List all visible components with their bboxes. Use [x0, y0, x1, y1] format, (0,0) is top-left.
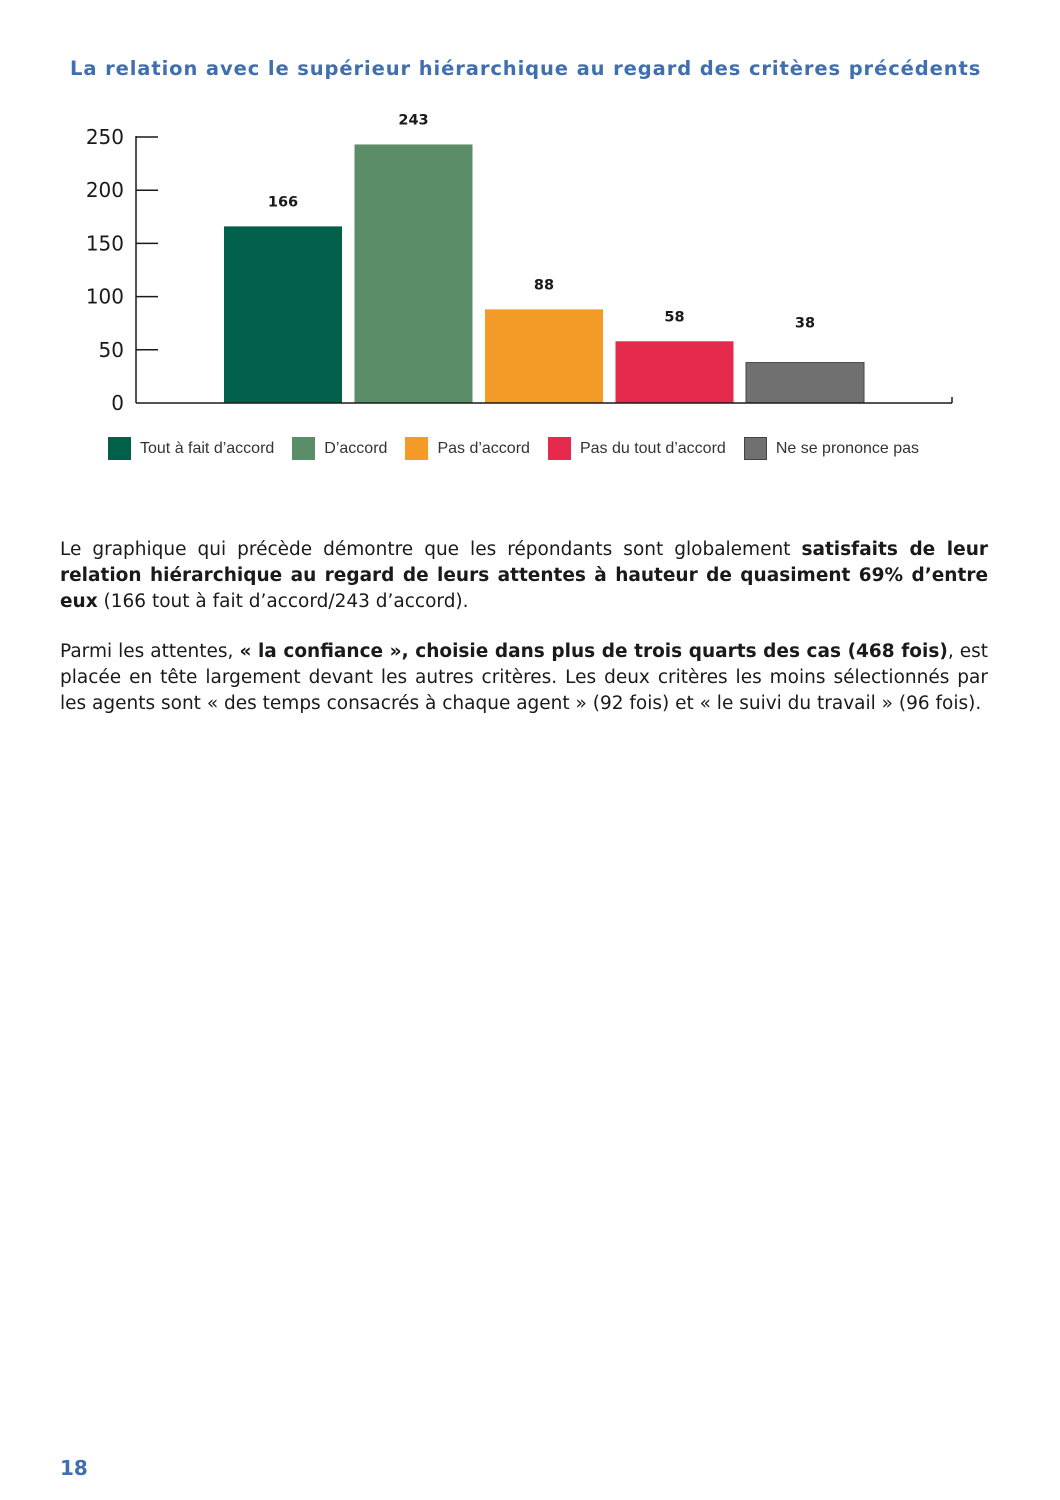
bar	[485, 309, 603, 403]
bar-chart	[0, 100, 1060, 420]
paragraph-1-text-bold: satisfaits de leur relation hiérarchique au regard de leurs attentes à hauteur de quasiment 69% d’entre eux	[60, 539, 988, 612]
bar-value-label: 243	[398, 112, 429, 129]
legend-swatch	[405, 437, 428, 460]
bar-value-label: 166	[267, 194, 299, 211]
bar	[746, 363, 864, 403]
bar-value-label: 88	[533, 277, 555, 294]
y-tick-label: 0	[111, 391, 124, 415]
paragraph-1-text-a: Le graphique qui précède démontre que les répondants sont globalement	[60, 539, 802, 560]
legend-item	[548, 437, 726, 460]
paragraph-2-text-bold: « la confiance », choisie dans plus de trois quarts des cas (468 fois)	[239, 641, 948, 662]
y-axis	[86, 125, 158, 415]
legend-swatch	[548, 437, 571, 460]
chart-legend	[108, 437, 919, 460]
analysis-paragraph-2	[60, 639, 988, 717]
y-tick-label: 50	[98, 337, 124, 362]
legend-label: Pas d’accord	[437, 439, 530, 457]
bar	[224, 226, 342, 403]
bars	[224, 112, 864, 403]
chart-title: La relation avec le supérieur hiérarchique au regard des critères précédents	[70, 57, 982, 80]
legend-label: D’accord	[324, 439, 388, 457]
y-tick-label: 200	[85, 178, 124, 203]
legend-item	[405, 437, 530, 460]
legend-label: Tout à fait d’accord	[140, 439, 275, 457]
paragraph-1-text-c: (166 tout à fait d’accord/243 d’accord).	[97, 591, 469, 612]
legend-label: Ne se prononce pas	[775, 439, 920, 457]
legend-swatch	[292, 437, 315, 460]
legend-swatch	[108, 437, 131, 460]
y-tick-label: 250	[85, 125, 124, 149]
bar	[616, 341, 734, 403]
analysis-paragraph-1	[60, 537, 988, 615]
bar-value-label: 58	[664, 309, 685, 326]
y-tick-label: 150	[85, 231, 124, 256]
legend-item	[744, 437, 919, 460]
legend-swatch	[744, 437, 767, 460]
page-number: 18	[60, 1456, 88, 1480]
legend-item	[292, 437, 387, 460]
bar	[355, 144, 473, 403]
paragraph-2-text-a: Parmi les attentes,	[60, 641, 240, 662]
y-tick-label: 100	[85, 284, 124, 309]
bar-value-label: 38	[794, 315, 816, 332]
legend-label: Pas du tout d’accord	[579, 439, 726, 457]
paragraph-2-text-c: , est placée en tête largement devant les autres critères. Les deux critères les moins sélectionnés par les agents sont « des temps consacrés à chaque agent » (92 fois) et « le suivi du travail » (96 fois).	[60, 641, 988, 714]
legend-item	[108, 437, 274, 460]
